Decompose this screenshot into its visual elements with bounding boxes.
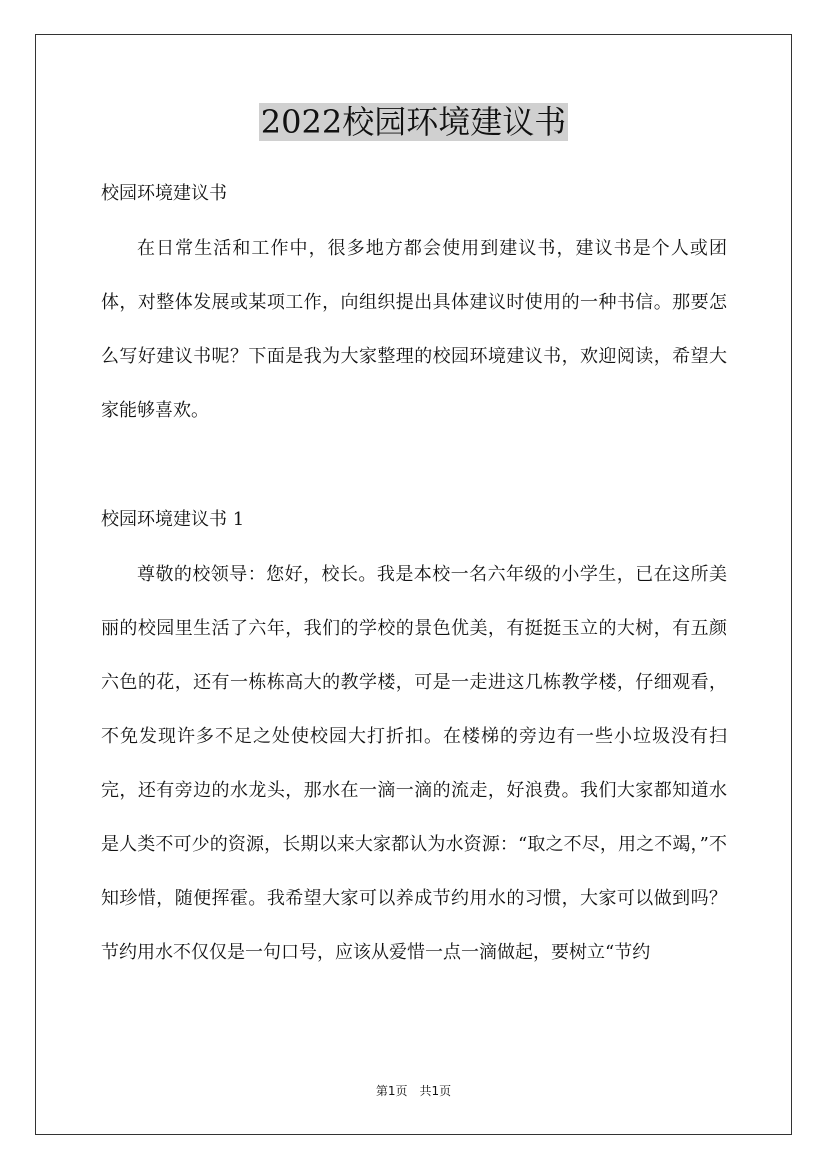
page-number: 第1页: [375, 1084, 408, 1098]
document-title-text: 2022校园环境建议书: [260, 103, 567, 141]
section-body-paragraph: 尊敬的校领导：您好，校长。我是本校一名六年级的小学生，已在这所美丽的校园里生活了六年，我们的学校的景色优美，有挺挺玉立的大树，有五颜六色的花，还有一栋栋高大的教学楼，可是一走进这几栋教学楼，仔细观看，不免发现许多不足之处使校园大打折扣。在楼梯的旁边有一些小垃圾没有扫完，还有旁边的水龙头，那水在一滴一滴的流走，好浪费。我们大家都知道水是人类不可少的资源，长期以来大家都认为水资源：“取之不尽，用之不竭，”不知珍惜，随便挥霍。我希望大家可以养成节约用水的习惯，大家可以做到吗？ 节约用水不仅仅是一句口号，应该从爱惜一点一滴做起，要树立“节约: [101, 564, 727, 963]
document-title: [0, 100, 827, 144]
page-total: 共1页: [419, 1084, 452, 1098]
intro-paragraph: 在日常生活和工作中，很多地方都会使用到建议书，建议书是个人或团体，对整体发展或某项工作，向组织提出具体建议时使用的一种书信。那要怎么写好建议书呢？下面是我为大家整理的校园环境建议书，欢迎阅读，希望大家能够喜欢。: [101, 238, 727, 421]
section-title: 校园环境建议书 1: [101, 509, 245, 530]
page-footer: [0, 1082, 827, 1100]
document-subtitle: 校园环境建议书: [101, 183, 227, 204]
